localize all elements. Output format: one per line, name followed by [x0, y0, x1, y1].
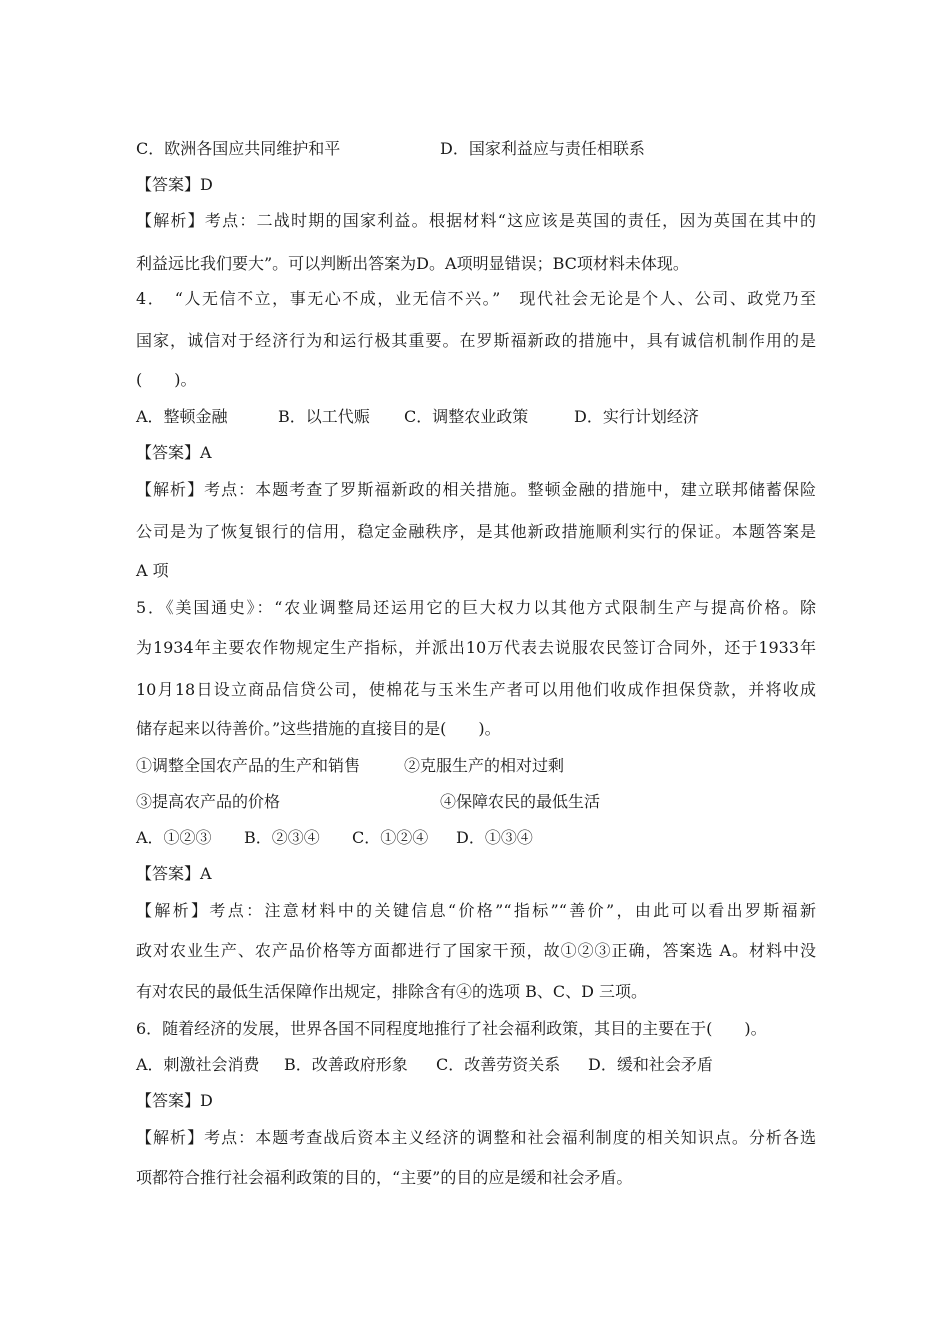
q6-option-c: C．改善劳资关系 — [436, 1055, 561, 1074]
q6-stem: 6．随着经济的发展，世界各国不同程度地推行了社会福利政策，其目的主要在于( )。 — [136, 1019, 767, 1038]
q5-options-row — [136, 827, 816, 849]
q4-option-d: D．实行计划经济 — [574, 407, 699, 426]
q6-options-row — [136, 1054, 816, 1076]
q5-analysis-line1: 【解析】考点：注意材料中的关键信息“价格”“指标”“善价”，由此可以看出罗斯福新 — [136, 901, 816, 920]
q3-analysis-line2: 利益远比我们要大”。可以判断出答案为D。A项明显错误；BC项材料未体现。 — [136, 254, 689, 273]
q6-analysis-line1: 【解析】考点：本题考查战后资本主义经济的调整和社会福利制度的相关知识点。分析各选 — [136, 1128, 816, 1147]
q5-option-b: B．②③④ — [244, 828, 320, 847]
q3-options-row — [136, 138, 816, 160]
q5-stem-line1: 5．《美国通史》：“农业调整局还运用它的巨大权力以其他方式限制生产与提高价格。除 — [136, 598, 816, 617]
q4-stem-line1: 4． “人无信不立，事无心不成，业无信不兴。” 现代社会无论是个人、公司、政党乃至 — [136, 289, 816, 308]
q4-options-row — [136, 406, 816, 428]
q3-answer: 【答案】D — [136, 175, 213, 194]
q6-option-d: D．缓和社会矛盾 — [588, 1055, 713, 1074]
q5-stem-line4: 储存起来以待善价。”这些措施的直接目的是( )。 — [136, 719, 501, 738]
q6-analysis-line2: 项都符合推行社会福利政策的目的，“主要”的目的应是缓和社会矛盾。 — [136, 1168, 633, 1187]
q4-stem-line2: 国家，诚信对于经济行为和运行极其重要。在罗斯福新政的措施中，具有诚信机制作用的是 — [136, 331, 816, 350]
q3-option-d: D．国家利益应与责任相联系 — [440, 139, 645, 158]
q5-item3: ③提高农产品的价格 — [136, 792, 281, 811]
q5-analysis-line2: 政对农业生产、农产品价格等方面都进行了国家干预，故①②③正确，答案选 A。材料中没 — [136, 941, 816, 960]
q5-option-c: C．①②④ — [352, 828, 429, 847]
q5-analysis-line3: 有对农民的最低生活保障作出规定，排除含有④的选项 B、C、D 三项。 — [136, 982, 648, 1001]
q4-analysis-line2: 公司是为了恢复银行的信用，稳定金融秩序，是其他新政措施顺利实行的保证。本题答案是 — [136, 522, 816, 541]
q5-stem-line3: 10月18日设立商品信贷公司，使棉花与玉米生产者可以用他们收成作担保贷款，并将收成 — [136, 680, 816, 699]
q4-option-a: A．整顿金融 — [136, 407, 228, 426]
q5-item2: ②克服生产的相对过剩 — [404, 756, 565, 775]
q5-answer: 【答案】A — [136, 864, 212, 883]
q4-analysis-line1: 【解析】考点：本题考查了罗斯福新政的相关措施。整顿金融的措施中，建立联邦储蓄保险 — [136, 480, 816, 499]
q3-option-c: C．欧洲各国应共同维护和平 — [136, 139, 341, 158]
q5-stem-line2: 为1934年主要农作物规定生产指标，并派出10万代表去说服农民签订合同外，还于1933年 — [136, 638, 816, 657]
q5-option-d: D．①③④ — [456, 828, 533, 847]
q4-answer: 【答案】A — [136, 443, 212, 462]
q4-stem-line3: ( )。 — [136, 370, 197, 389]
q6-option-a: A．刺激社会消费 — [136, 1055, 260, 1074]
q4-analysis-line3: A 项 — [136, 561, 169, 580]
q5-item4: ④保障农民的最低生活 — [440, 792, 601, 811]
q3-analysis-line1: 【解析】考点：二战时期的国家利益。根据材料“这应该是英国的责任，因为英国在其中的 — [136, 211, 816, 230]
q5-items-row2 — [136, 791, 816, 813]
q5-option-a: A．①②③ — [136, 828, 212, 847]
q6-option-b: B．改善政府形象 — [284, 1055, 408, 1074]
q4-option-b: B．以工代赈 — [278, 407, 370, 426]
q5-items-row1 — [136, 755, 816, 777]
q4-option-c: C．调整农业政策 — [404, 407, 529, 426]
q5-item1: ①调整全国农产品的生产和销售 — [136, 756, 361, 775]
q6-answer: 【答案】D — [136, 1091, 213, 1110]
